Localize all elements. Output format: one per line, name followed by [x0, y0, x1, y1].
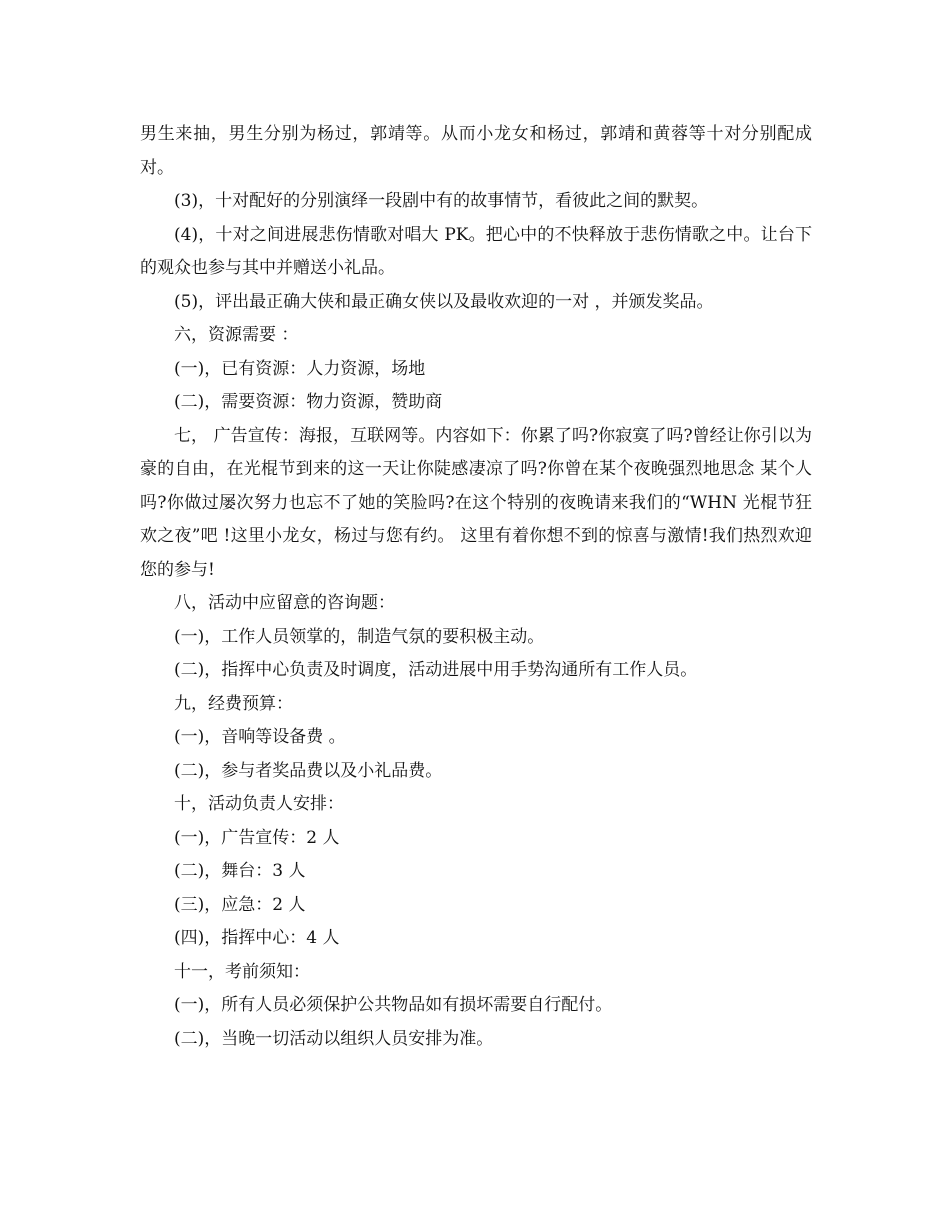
paragraph: (一)，音响等设备费 。: [174, 727, 346, 747]
paragraph: (一)，所有人员必须保护公共物品如有损坏需要自行配付。: [174, 995, 613, 1015]
paragraph: (二)，指挥中心负责及时调度，活动进展中用手势沟通所有工作人员。: [174, 660, 698, 680]
paragraph: (4)，十对之间进展悲伤情歌对唱大 PK。把心中的不快释放于悲伤情歌之中。让台下的观众也参与其中并赠送小礼品。: [140, 224, 812, 278]
paragraph: 男生来抽，男生分别为杨过，郭靖等。从而小龙女和杨过，郭靖和黄蓉等十对分别配成对。: [140, 124, 812, 178]
paragraph: (一)，广告宣传：2 人: [174, 827, 340, 848]
section-heading: 九，经费预算：: [174, 693, 293, 714]
paragraph: (一)，已有资源：人力资源，场地: [174, 358, 426, 379]
paragraph: (二)，舞台：3 人: [174, 861, 306, 881]
paragraph: (一)，工作人员领掌的，制造气氛的要积极主动。: [174, 626, 545, 647]
paragraph: (四)，指挥中心：4 人: [174, 928, 340, 948]
document-body: [140, 118, 812, 1056]
paragraph: (二)，参与者奖品费以及小礼品费。: [174, 760, 443, 781]
section-heading: 十一，考前须知：: [174, 961, 310, 982]
paragraph: (二)，当晚一切活动以组织人员安排为准。: [174, 1028, 494, 1049]
paragraph: (3)，十对配好的分别演绎一段剧中有的故事情节，看彼此之间的默契。: [174, 191, 709, 211]
paragraph: 七， 广告宣传：海报，互联网等。内容如下：你累了吗?你寂寞了吗?曾经让你引以为豪的自由，在光棍节到来的这一天让你陡感凄凉了吗?你曾在某个夜晚强烈地思念 某个人吗?你做过屡次努力也忘不了她的笑脸吗?在这个特别的夜晚请来我们的“WHN 光棍节狂欢之夜”吧 !这里小龙女，杨过与您有约。 这里有着你想不到的惊喜与激情!我们热烈欢迎您的参与!: [140, 425, 812, 580]
section-heading: 八，活动中应留意的咨询题：: [174, 593, 395, 613]
section-heading: 六，资源需要 ：: [174, 325, 299, 345]
paragraph: (二)，需要资源：物力资源，赞助商: [174, 392, 443, 412]
section-heading: 十，活动负责人安排：: [174, 794, 344, 814]
paragraph: (三)，应急：2 人: [174, 894, 306, 915]
paragraph: (5)，评出最正确大侠和最正确女侠以及最收欢迎的一对 ，并颁发奖品。: [174, 291, 714, 312]
